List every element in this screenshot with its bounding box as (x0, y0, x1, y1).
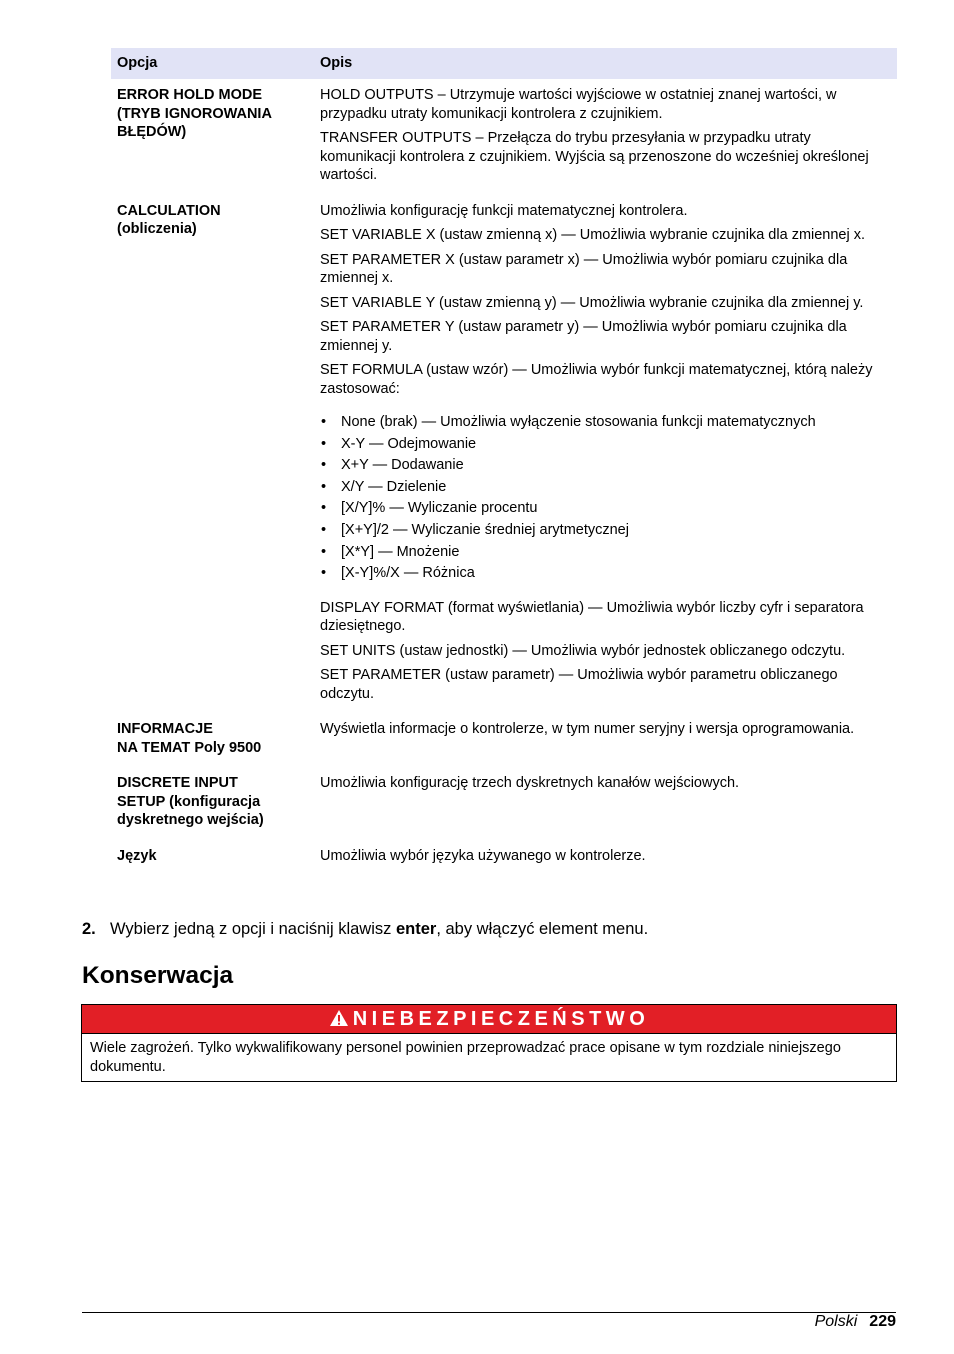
description-paragraph: SET PARAMETER Y (ustaw parametr y) — Umożliwia wybór pomiaru czujnika dla zmiennej y. (320, 319, 847, 354)
bullet-icon: • (321, 500, 327, 517)
step-text-after: , aby włączyć element menu. (436, 920, 649, 938)
step-text-before: Wybierz jedną z opcji i naciśnij klawisz (110, 920, 396, 938)
option-name (111, 767, 320, 840)
bullet-icon: • (321, 435, 327, 452)
option-name (111, 195, 320, 714)
option-description (320, 767, 897, 840)
option-description (320, 840, 897, 876)
step-key: enter (395, 920, 437, 938)
description-paragraph: DISPLAY FORMAT (format wyświetlania) — Umożliwia wybór liczby cyfr i separatora dziesiętnego. (320, 599, 864, 635)
list-item-text: None (brak) — Umożliwia wyłączenie stosowania funkcji matematycznych (341, 414, 816, 430)
table-row (111, 840, 897, 876)
list-item-text: [X*Y] — Mnożenie (341, 543, 460, 560)
option-name-line: INFORMACJE (117, 721, 213, 738)
page-footer (815, 1312, 896, 1332)
bullet-icon: • (321, 543, 327, 560)
footer-divider (82, 1312, 896, 1313)
option-name-line: dyskretnego wejścia) (117, 812, 264, 829)
option-name-line: (TRYB IGNOROWANIA (117, 105, 272, 122)
option-name-line: ERROR HOLD MODE (117, 87, 262, 103)
option-name-line: BŁĘDÓW) (117, 124, 187, 140)
description-paragraph: Umożliwia konfigurację trzech dyskretnych kanałów wejściowych. (320, 775, 740, 792)
bullet-icon: • (321, 565, 327, 582)
description-paragraph: SET FORMULA (ustaw wzór) — Umożliwia wybór funkcji matematycznej, którą należy zastosować: (320, 362, 873, 397)
list-item-text: X-Y — Odejmowanie (341, 435, 477, 452)
description-paragraph: SET PARAMETER X (ustaw parametr x) — Umożliwia wybór pomiaru czujnika dla zmiennej x. (320, 251, 848, 286)
table-row (111, 79, 897, 195)
list-item (320, 542, 889, 564)
options-table (111, 48, 897, 875)
description-paragraph: Wyświetla informacje o kontrolerze, w tym numer seryjny i wersja oprogramowania. (320, 721, 855, 738)
option-name-line: DISCRETE INPUT (117, 775, 238, 792)
formula-list (320, 412, 889, 585)
option-name-line: (obliczenia) (117, 221, 197, 237)
danger-title: NIEBEZPIECZEŃSTWO (352, 1008, 650, 1030)
list-item (320, 434, 889, 456)
list-item-text: X+Y — Dodawanie (341, 457, 464, 474)
option-name-line: Język (117, 847, 157, 864)
table-row (111, 195, 897, 714)
description-paragraph: TRANSFER OUTPUTS – Przełącza do trybu przesyłania w przypadku utraty komunikacji kontrolera z czujnikiem. Wyjścia są przenoszone do wcześniej określonej wartości. (320, 130, 869, 183)
list-item-text: X/Y — Dzielenie (341, 478, 447, 495)
bullet-icon: • (321, 478, 327, 495)
warning-triangle-icon (329, 1009, 349, 1027)
list-item-text: [X/Y]% — Wyliczanie procentu (341, 500, 538, 517)
option-name-line: SETUP (konfiguracja (117, 793, 261, 810)
danger-text: Wiele zagrożeń. Tylko wykwalifikowany personel powinien przeprowadzać prace opisane w tym rozdziale niniejszego dokumentu. (90, 1040, 841, 1075)
list-item (320, 412, 889, 434)
option-name (111, 713, 320, 767)
step-number: 2. (82, 920, 96, 938)
table-header-row (111, 48, 897, 79)
option-description (320, 713, 897, 767)
table-row (111, 767, 897, 840)
description-paragraph: Umożliwia konfigurację funkcji matematycznej kontrolera. (320, 202, 688, 219)
bullet-icon: • (321, 414, 327, 430)
list-item-text: [X-Y]%/X — Różnica (341, 565, 475, 582)
option-name (111, 840, 320, 876)
list-item (320, 455, 889, 477)
table-row (111, 713, 897, 767)
list-item (320, 520, 889, 542)
description-paragraph: SET PARAMETER (ustaw parametr) — Umożliwia wybór parametru obliczanego odczytu. (320, 667, 838, 702)
description-paragraph: Umożliwia wybór języka używanego w kontrolerze. (320, 847, 646, 864)
section-title: Konserwacja (82, 962, 234, 989)
bullet-icon: • (321, 521, 327, 538)
option-description (320, 195, 897, 714)
list-item (320, 477, 889, 499)
option-description (320, 79, 897, 195)
page-number: 229 (869, 1313, 896, 1330)
step-2 (82, 918, 648, 940)
option-name (111, 79, 320, 195)
danger-header (82, 1005, 896, 1034)
list-item (320, 498, 889, 520)
list-item (320, 563, 889, 585)
list-item-text: [X+Y]/2 — Wyliczanie średniej arytmetycznej (341, 521, 629, 538)
footer-language: Polski (814, 1313, 858, 1330)
header-option: Opcja (111, 48, 320, 79)
header-description: Opis (320, 48, 897, 79)
description-paragraph: HOLD OUTPUTS – Utrzymuje wartości wyjściowe w ostatniej znanej wartości, w przypadku utraty komunikacji kontrolera z czujnikiem. (320, 87, 837, 122)
description-paragraph: SET VARIABLE X (ustaw zmienną x) — Umożliwia wybranie czujnika dla zmiennej x. (320, 227, 866, 243)
option-name-line: CALCULATION (117, 202, 221, 219)
option-name-line: NA TEMAT Poly 9500 (117, 739, 262, 756)
description-paragraph: SET UNITS (ustaw jednostki) — Umożliwia wybór jednostek obliczanego odczytu. (320, 642, 846, 659)
danger-notice (81, 1004, 897, 1082)
description-paragraph: SET VARIABLE Y (ustaw zmienną y) — Umożliwia wybranie czujnika dla zmiennej y. (320, 294, 864, 311)
bullet-icon: • (321, 457, 327, 474)
